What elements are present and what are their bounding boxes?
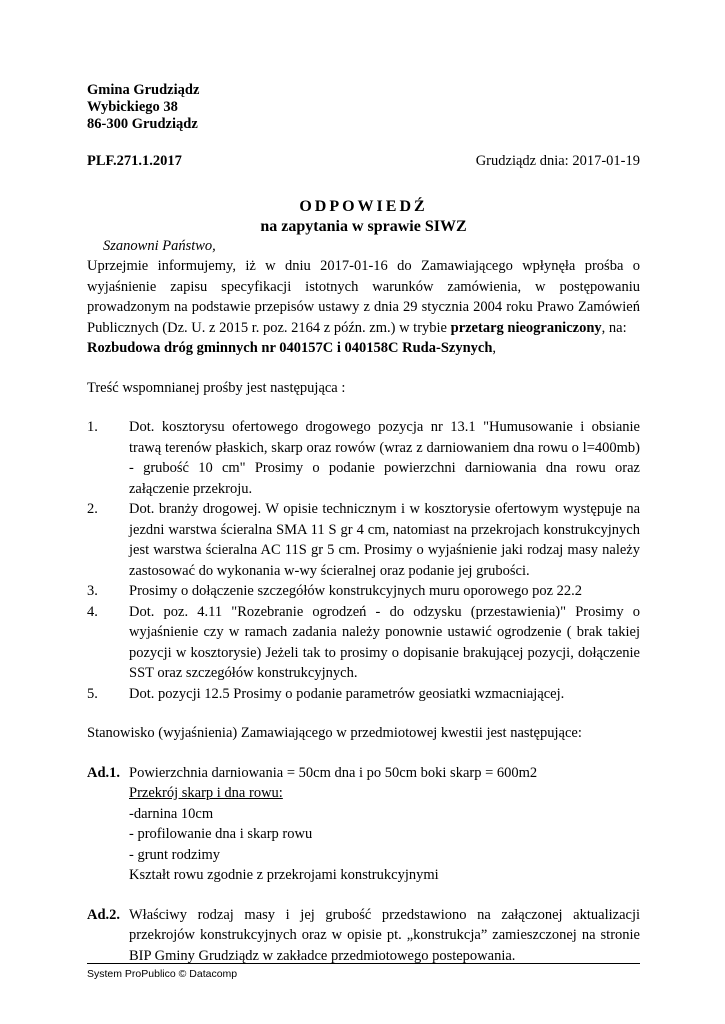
layer-line: -darnina 10cm: [129, 805, 214, 822]
request-item: [87, 499, 640, 581]
request-number: 3.: [87, 583, 98, 599]
project-name: Rozbudowa dróg gminnych nr 040157C i 040158C Ruda-Szynych: [87, 340, 493, 356]
layer-line: - profilowanie dna i skarp rowu: [129, 826, 313, 842]
sender-city: 86-300 Grudziądz: [87, 116, 198, 132]
request-item: [87, 417, 640, 499]
reference-line: [87, 153, 640, 170]
sender-address: [87, 82, 640, 133]
layer-line: - grunt rodzimy: [129, 846, 221, 863]
document-subtitle: na zapytania w sprawie SIWZ: [260, 218, 467, 235]
request-text: Dot. poz. 4.11 "Rozebranie ogrodzeń - do odzysku (przestawienia)" Prosimy o wyjaśnienie czy w ramach zadania należy ponownie ustawić ogrodzenie ( brak takiej pozycji w kosztorysie) Jeżeli tak to prosimy o dopisanie brakującej pozycji, dołączenie SST oraz szczegółów konstrukcyjnych.: [129, 603, 640, 681]
intro-paragraph: [87, 256, 640, 359]
request-text: Prosimy o dołączenie szczegółów konstrukcyjnych muru oporowego poz 22.2: [129, 583, 583, 599]
request-number: 1.: [87, 419, 98, 435]
request-number: 2.: [87, 501, 98, 517]
page-footer: System ProPublico © Datacomp: [87, 963, 640, 980]
document-title: ODPOWIEDŹ: [299, 198, 428, 215]
answer-1-line: Powierzchnia darniowania = 50cm dna i po 50cm boki skarp = 600m2: [129, 764, 538, 781]
answer-number: Ad.1.: [87, 764, 121, 781]
request-item: [87, 684, 640, 705]
intro-text: Uprzejmie informujemy, iż w dniu 2017-01-16 do Zamawiającego wpłynęła prośba o wyjaśnienie zapisu specyfikacji istotnych warunków zamówienia, w postępowaniu prowadzonym na podstawie przepisów ustawy z dnia 29 stycznia 2004 roku Prawo Zamówień Publicznych (Dz. U. z 2015 r. poz. 2164 z późn. zm.) w trybie: [87, 258, 640, 336]
request-item: [87, 602, 640, 684]
request-item: [87, 581, 640, 602]
sender-street: Wybickiego 38: [87, 99, 178, 115]
letter-body: [87, 82, 640, 966]
request-heading: Treść wspomnianej prośby jest następująca :: [87, 379, 346, 396]
answer-body: [129, 763, 640, 886]
place-date: Grudziądz dnia: 2017-01-19: [475, 153, 640, 169]
intro-after-mode: , na:: [601, 319, 627, 336]
answer-2: [87, 905, 640, 967]
request-number: 5.: [87, 685, 98, 702]
answer-number: Ad.2.: [87, 906, 121, 923]
procedure-mode: przetarg nieograniczony: [450, 319, 602, 336]
project-end: ,: [492, 340, 497, 356]
answer-1: [87, 763, 640, 886]
answer-body: Właściwy rodzaj masy i jej grubość przedstawiono na załączonej aktualizacji przekrojów konstrukcyjnych oraz w opisie pt. „konstrukcja” zamieszczonej na stronie BIP Gminy Grudziądz w zakładce przedmiotowego postepowania.: [129, 906, 640, 964]
salutation: Szanowni Państwo,: [103, 238, 216, 254]
reference-number: PLF.271.1.2017: [87, 153, 182, 169]
section-heading: Przekrój skarp i dna rowu:: [129, 785, 283, 801]
shape-note: Kształt rowu zgodnie z przekrojami konstrukcyjnymi: [129, 867, 439, 883]
request-list: [87, 417, 640, 704]
sender-name: Gmina Grudziądz: [87, 82, 200, 98]
answer-heading: Stanowisko (wyjaśnienia) Zamawiającego w przedmiotowej kwestii jest następujące:: [87, 725, 582, 741]
request-text: Dot. branży drogowej. W opisie technicznym i w kosztorysie ofertowym występuje na jezdni warstwa ścieralna SMA 11 S gr 4 cm, natomiast na przekrojach konstrukcyjnych jest warstwa ścieralna AC 11S gr 5 cm. Prosimy o wyjaśnienie jaki rodzaj masy należy zastosować do wykonania w-wy ścieralnej oraz podanie jej grubości.: [129, 501, 640, 579]
request-text: Dot. pozycji 12.5 Prosimy o podanie parametrów geosiatki wzmacniającej.: [129, 685, 565, 702]
request-number: 4.: [87, 603, 98, 620]
request-text: Dot. kosztorysu ofertowego drogowego pozycja nr 13.1 "Humusowanie i obsianie trawą terenów płaskich, skarp oraz rowów (wraz z darniowaniem dna rowu o l=400mb) - grubość 10 cm" Prosimy o podanie powierzchni darniowania dna rowu oraz załączenie przekroju.: [129, 419, 640, 497]
